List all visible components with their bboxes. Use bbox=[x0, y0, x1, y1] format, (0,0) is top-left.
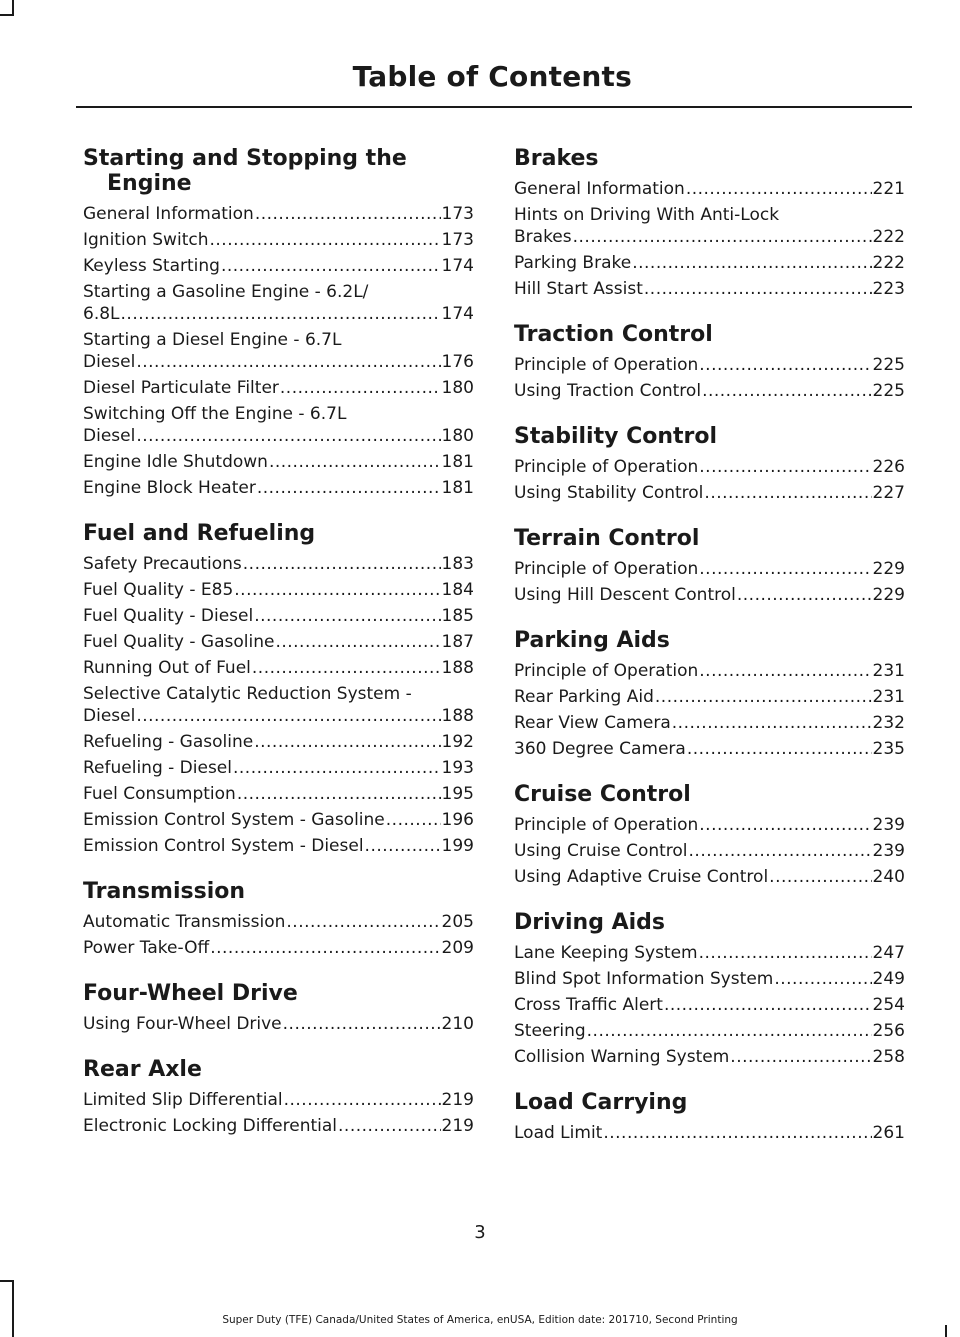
entry-page-number: 235 bbox=[872, 739, 905, 759]
entry-last-line bbox=[514, 942, 905, 964]
entry-label: Cross Traffic Alert bbox=[514, 995, 663, 1015]
entry-page-number: 226 bbox=[872, 457, 905, 477]
dot-leader bbox=[136, 425, 440, 447]
entry-label: Limited Slip Differential bbox=[83, 1090, 283, 1110]
entry-last-line bbox=[83, 377, 474, 399]
toc-section-rear-axle bbox=[83, 1057, 474, 1137]
entry-last-line bbox=[514, 686, 905, 708]
entry-page-number: 196 bbox=[441, 810, 474, 830]
dot-leader bbox=[257, 477, 441, 499]
dot-leader bbox=[573, 226, 872, 248]
dot-leader bbox=[237, 783, 441, 805]
section-heading bbox=[514, 322, 905, 347]
toc-entry[interactable] bbox=[514, 994, 905, 1016]
dot-leader bbox=[699, 942, 872, 964]
toc-section-transmission bbox=[83, 879, 474, 959]
entry-last-line bbox=[83, 835, 474, 857]
footer-edition-info: Super Duty (TFE) Canada/United States of America, enUSA, Edition date: 201710, Second Printing bbox=[222, 1314, 738, 1326]
entry-label: Engine Block Heater bbox=[83, 478, 256, 498]
entry-last-line bbox=[514, 252, 905, 274]
entry-label-line: Selective Catalytic Reduction System - bbox=[83, 684, 412, 704]
dot-leader bbox=[210, 937, 440, 959]
entry-last-line bbox=[514, 814, 905, 836]
entry-label: Diesel bbox=[83, 426, 136, 446]
entry-last-line bbox=[83, 303, 474, 325]
toc-entry[interactable] bbox=[83, 605, 474, 627]
dot-leader bbox=[699, 456, 871, 478]
entry-label: Lane Keeping System bbox=[514, 943, 698, 963]
entry-page-number: 229 bbox=[872, 559, 905, 579]
entry-label: Principle of Operation bbox=[514, 355, 699, 375]
toc-entry[interactable] bbox=[514, 738, 905, 760]
toc-entry[interactable] bbox=[83, 451, 474, 473]
entry-last-line bbox=[514, 712, 905, 734]
dot-leader bbox=[386, 809, 441, 831]
toc-section-fuel-and-refueling bbox=[83, 521, 474, 857]
page-title: Table of Contents bbox=[352, 60, 632, 93]
entry-last-line bbox=[514, 482, 905, 504]
entry-last-line bbox=[83, 937, 474, 959]
toc-entry[interactable] bbox=[514, 1020, 905, 1042]
entry-last-line bbox=[83, 657, 474, 679]
entry-last-line bbox=[83, 605, 474, 627]
entry-label: Automatic Transmission bbox=[83, 912, 286, 932]
toc-entry[interactable] bbox=[514, 252, 905, 274]
dot-leader bbox=[769, 866, 871, 888]
entry-label: Using Four-Wheel Drive bbox=[83, 1014, 282, 1034]
dot-leader bbox=[687, 738, 872, 760]
dot-leader bbox=[286, 911, 440, 933]
section-heading-text: Four-Wheel Drive bbox=[83, 981, 298, 1006]
entry-last-line bbox=[514, 584, 905, 606]
entry-label: Rear View Camera bbox=[514, 713, 671, 733]
entry-last-line bbox=[514, 456, 905, 478]
section-heading-text: Stability Control bbox=[514, 424, 718, 449]
entry-last-line bbox=[83, 1013, 474, 1035]
entry-label: Diesel bbox=[83, 352, 136, 372]
dot-leader bbox=[699, 814, 871, 836]
entry-page-number: 219 bbox=[441, 1090, 474, 1110]
entry-last-line bbox=[514, 226, 905, 248]
toc-entry[interactable] bbox=[514, 942, 905, 964]
entry-last-line bbox=[83, 553, 474, 575]
entry-page-number: 225 bbox=[872, 355, 905, 375]
toc-entry[interactable] bbox=[83, 377, 474, 399]
entry-page-number: 256 bbox=[872, 1021, 905, 1041]
entry-label: Collision Warning System bbox=[514, 1047, 730, 1067]
entry-label: Using Adaptive Cruise Control bbox=[514, 867, 769, 887]
entry-last-line bbox=[514, 178, 905, 200]
entry-label-line: Starting a Gasoline Engine - 6.2L/ bbox=[83, 282, 369, 302]
entry-label: Emission Control System - Gasoline bbox=[83, 810, 385, 830]
dot-leader bbox=[655, 686, 872, 708]
entry-label: Using Stability Control bbox=[514, 483, 704, 503]
toc-entry[interactable] bbox=[83, 329, 474, 373]
dot-leader bbox=[338, 1115, 441, 1137]
toc-entry[interactable] bbox=[83, 683, 474, 727]
toc-section-terrain-control bbox=[514, 526, 905, 606]
section-heading-text: Traction Control bbox=[514, 322, 713, 347]
entry-label: Hill Start Assist bbox=[514, 279, 643, 299]
dot-leader bbox=[644, 278, 872, 300]
dot-leader bbox=[252, 657, 441, 679]
entry-label: Using Traction Control bbox=[514, 381, 702, 401]
toc-entry[interactable] bbox=[514, 1122, 905, 1144]
entry-last-line bbox=[514, 840, 905, 862]
entry-label: Refueling - Gasoline bbox=[83, 732, 254, 752]
dot-leader bbox=[699, 660, 871, 682]
entry-label: Blind Spot Information System bbox=[514, 969, 774, 989]
entry-label: Using Hill Descent Control bbox=[514, 585, 736, 605]
entry-label: Refueling - Diesel bbox=[83, 758, 232, 778]
entry-page-number: 205 bbox=[441, 912, 474, 932]
entry-page-number: 247 bbox=[872, 943, 905, 963]
entry-last-line bbox=[83, 477, 474, 499]
entry-last-line bbox=[514, 1020, 905, 1042]
dot-leader bbox=[704, 482, 871, 504]
entry-label: Electronic Locking Differential bbox=[83, 1116, 338, 1136]
dot-leader bbox=[699, 558, 871, 580]
entry-label: Principle of Operation bbox=[514, 661, 699, 681]
toc-entry[interactable] bbox=[514, 380, 905, 402]
header-rule bbox=[76, 106, 912, 108]
dot-leader bbox=[284, 1089, 441, 1111]
toc-column-right bbox=[514, 146, 905, 1148]
entry-page-number: 229 bbox=[872, 585, 905, 605]
entry-last-line bbox=[83, 229, 474, 251]
toc-section-four-wheel-drive bbox=[83, 981, 474, 1035]
section-heading-text: Transmission bbox=[83, 879, 246, 904]
entry-last-line bbox=[514, 278, 905, 300]
dot-leader bbox=[234, 579, 440, 601]
entry-last-line bbox=[514, 866, 905, 888]
entry-label: Fuel Quality - Gasoline bbox=[83, 632, 275, 652]
entry-page-number: 254 bbox=[872, 995, 905, 1015]
entry-page-number: 209 bbox=[441, 938, 474, 958]
section-heading-text: Brakes bbox=[514, 146, 599, 171]
toc-section-starting-and-stopping-the-engine bbox=[83, 146, 474, 499]
entry-page-number: 176 bbox=[441, 352, 474, 372]
section-heading bbox=[514, 526, 905, 551]
toc-section-cruise-control bbox=[514, 782, 905, 888]
entry-last-line bbox=[83, 1089, 474, 1111]
toc-entry[interactable] bbox=[514, 686, 905, 708]
toc-entry[interactable] bbox=[83, 911, 474, 933]
entry-last-line bbox=[514, 558, 905, 580]
entry-label: Fuel Quality - E85 bbox=[83, 580, 234, 600]
entry-last-line bbox=[514, 994, 905, 1016]
toc-entry[interactable] bbox=[83, 757, 474, 779]
entry-label: Fuel Quality - Diesel bbox=[83, 606, 254, 626]
entry-last-line bbox=[83, 579, 474, 601]
toc-entry[interactable] bbox=[83, 1089, 474, 1111]
dot-leader bbox=[209, 229, 440, 251]
toc-section-brakes bbox=[514, 146, 905, 300]
entry-last-line bbox=[83, 631, 474, 653]
toc-entry[interactable] bbox=[514, 558, 905, 580]
toc-entry[interactable] bbox=[83, 835, 474, 857]
section-heading bbox=[83, 146, 474, 196]
dot-leader bbox=[689, 840, 872, 862]
entry-page-number: 240 bbox=[872, 867, 905, 887]
toc-entry[interactable] bbox=[514, 814, 905, 836]
toc-section-traction-control bbox=[514, 322, 905, 402]
dot-leader bbox=[280, 377, 441, 399]
entry-label-line: Starting a Diesel Engine - 6.7L bbox=[83, 330, 342, 350]
entry-label: Principle of Operation bbox=[514, 457, 699, 477]
dot-leader bbox=[136, 705, 440, 727]
entry-last-line bbox=[514, 1122, 905, 1144]
entry-last-line bbox=[83, 757, 474, 779]
entry-label: Running Out of Fuel bbox=[83, 658, 251, 678]
toc-entry[interactable] bbox=[83, 281, 474, 325]
entry-label: Diesel Particulate Filter bbox=[83, 378, 279, 398]
entry-page-number: 181 bbox=[441, 478, 474, 498]
toc-entry[interactable] bbox=[83, 657, 474, 679]
entry-page-number: 174 bbox=[441, 256, 474, 276]
dot-leader bbox=[365, 835, 441, 857]
entry-label: Power Take-Off bbox=[83, 938, 210, 958]
entry-page-number: 187 bbox=[441, 632, 474, 652]
entry-page-number: 173 bbox=[441, 204, 474, 224]
entry-page-number: 180 bbox=[441, 426, 474, 446]
entry-page-number: 192 bbox=[441, 732, 474, 752]
toc-entry[interactable] bbox=[83, 731, 474, 753]
toc-entry[interactable] bbox=[83, 783, 474, 805]
dot-leader bbox=[587, 1020, 872, 1042]
section-heading bbox=[514, 628, 905, 653]
entry-page-number: 195 bbox=[441, 784, 474, 804]
entry-label: Engine Idle Shutdown bbox=[83, 452, 268, 472]
dot-leader bbox=[664, 994, 872, 1016]
entry-page-number: 188 bbox=[441, 706, 474, 726]
entry-last-line bbox=[514, 380, 905, 402]
section-heading-text: Cruise Control bbox=[514, 782, 691, 807]
entry-last-line bbox=[83, 425, 474, 447]
entry-page-number: 183 bbox=[441, 554, 474, 574]
toc-entry[interactable] bbox=[83, 809, 474, 831]
section-heading-text: Rear Axle bbox=[83, 1057, 202, 1082]
entry-last-line bbox=[83, 731, 474, 753]
toc-entry[interactable] bbox=[514, 354, 905, 376]
toc-entry[interactable] bbox=[514, 584, 905, 606]
toc-entry[interactable] bbox=[83, 229, 474, 251]
entry-page-number: 231 bbox=[872, 661, 905, 681]
toc-entry[interactable] bbox=[514, 840, 905, 862]
crop-mark bbox=[945, 1325, 947, 1337]
toc-entry[interactable] bbox=[83, 403, 474, 447]
entry-page-number: 221 bbox=[872, 179, 905, 199]
entry-page-number: 193 bbox=[441, 758, 474, 778]
dot-leader bbox=[632, 252, 871, 274]
entry-page-number: 239 bbox=[872, 815, 905, 835]
toc-entry[interactable] bbox=[83, 631, 474, 653]
section-heading bbox=[514, 1090, 905, 1115]
toc-entry[interactable] bbox=[514, 456, 905, 478]
entry-page-number: 174 bbox=[441, 304, 474, 324]
toc-entry[interactable] bbox=[83, 553, 474, 575]
toc-entry[interactable] bbox=[514, 968, 905, 990]
entry-last-line bbox=[83, 911, 474, 933]
toc-entry[interactable] bbox=[514, 660, 905, 682]
toc-entry[interactable] bbox=[514, 866, 905, 888]
entry-last-line bbox=[83, 783, 474, 805]
entry-page-number: 184 bbox=[441, 580, 474, 600]
entry-label: General Information bbox=[514, 179, 685, 199]
entry-last-line bbox=[514, 738, 905, 760]
toc-entry[interactable] bbox=[514, 482, 905, 504]
entry-last-line bbox=[83, 451, 474, 473]
page-number: 3 bbox=[474, 1222, 486, 1243]
entry-page-number: 188 bbox=[441, 658, 474, 678]
entry-page-number: 199 bbox=[441, 836, 474, 856]
toc-entry[interactable] bbox=[83, 255, 474, 277]
entry-label: Diesel bbox=[83, 706, 136, 726]
entry-label: Steering bbox=[514, 1021, 586, 1041]
entry-last-line bbox=[83, 1115, 474, 1137]
entry-page-number: 173 bbox=[441, 230, 474, 250]
dot-leader bbox=[283, 1013, 441, 1035]
entry-last-line bbox=[83, 203, 474, 225]
dot-leader bbox=[254, 731, 440, 753]
entry-page-number: 231 bbox=[872, 687, 905, 707]
entry-last-line bbox=[514, 660, 905, 682]
crop-mark bbox=[12, 1280, 14, 1337]
dot-leader bbox=[699, 354, 871, 376]
entry-label: Load Limit bbox=[514, 1123, 603, 1143]
entry-last-line bbox=[514, 968, 905, 990]
entry-label-line: Switching Off the Engine - 6.7L bbox=[83, 404, 347, 424]
entry-page-number: 258 bbox=[872, 1047, 905, 1067]
entry-last-line bbox=[83, 809, 474, 831]
dot-leader bbox=[136, 351, 440, 373]
dot-leader bbox=[672, 712, 872, 734]
entry-label: Principle of Operation bbox=[514, 559, 699, 579]
toc-section-load-carrying bbox=[514, 1090, 905, 1144]
dot-leader bbox=[121, 303, 441, 325]
entry-last-line bbox=[83, 351, 474, 373]
toc-entry[interactable] bbox=[83, 937, 474, 959]
entry-last-line bbox=[83, 705, 474, 727]
dot-leader bbox=[603, 1122, 871, 1144]
entry-label: Ignition Switch bbox=[83, 230, 209, 250]
toc-section-parking-aids bbox=[514, 628, 905, 760]
entry-page-number: 261 bbox=[872, 1123, 905, 1143]
section-heading bbox=[83, 981, 474, 1006]
dot-leader bbox=[255, 203, 441, 225]
entry-label: 6.8L bbox=[83, 304, 120, 324]
dot-leader bbox=[737, 584, 872, 606]
entry-page-number: 227 bbox=[872, 483, 905, 503]
entry-label: Keyless Starting bbox=[83, 256, 220, 276]
toc-entry[interactable] bbox=[514, 204, 905, 248]
toc-entry[interactable] bbox=[83, 477, 474, 499]
toc-section-stability-control bbox=[514, 424, 905, 504]
entry-label-line: Hints on Driving With Anti-Lock bbox=[514, 205, 780, 225]
dot-leader bbox=[269, 451, 441, 473]
section-heading bbox=[514, 910, 905, 935]
dot-leader bbox=[254, 605, 440, 627]
toc-entry[interactable] bbox=[83, 1013, 474, 1035]
entry-page-number: 222 bbox=[872, 227, 905, 247]
section-heading-text: Engine bbox=[107, 171, 192, 196]
entry-label: Parking Brake bbox=[514, 253, 632, 273]
entry-page-number: 219 bbox=[441, 1116, 474, 1136]
entry-page-number: 239 bbox=[872, 841, 905, 861]
entry-last-line bbox=[83, 255, 474, 277]
section-heading bbox=[514, 146, 905, 171]
toc-entry[interactable] bbox=[83, 203, 474, 225]
entry-last-line bbox=[514, 1046, 905, 1068]
dot-leader bbox=[233, 757, 441, 779]
entry-label: Principle of Operation bbox=[514, 815, 699, 835]
entry-last-line bbox=[514, 354, 905, 376]
section-heading-text: Parking Aids bbox=[514, 628, 670, 653]
entry-page-number: 222 bbox=[872, 253, 905, 273]
entry-page-number: 249 bbox=[872, 969, 905, 989]
entry-label: Fuel Consumption bbox=[83, 784, 236, 804]
section-heading-text: Driving Aids bbox=[514, 910, 666, 935]
entry-page-number: 185 bbox=[441, 606, 474, 626]
toc-section-driving-aids bbox=[514, 910, 905, 1068]
entry-label: Brakes bbox=[514, 227, 572, 247]
dot-leader bbox=[686, 178, 872, 200]
entry-label: Using Cruise Control bbox=[514, 841, 688, 861]
entry-label: Safety Precautions bbox=[83, 554, 242, 574]
section-heading bbox=[514, 424, 905, 449]
toc-entry[interactable] bbox=[83, 1115, 474, 1137]
entry-page-number: 181 bbox=[441, 452, 474, 472]
section-heading-text: Starting and Stopping the bbox=[83, 146, 407, 171]
dot-leader bbox=[730, 1046, 871, 1068]
dot-leader bbox=[702, 380, 871, 402]
entry-page-number: 210 bbox=[441, 1014, 474, 1034]
toc-column-left bbox=[83, 146, 474, 1141]
toc-entry[interactable] bbox=[83, 579, 474, 601]
dot-leader bbox=[774, 968, 871, 990]
dot-leader bbox=[243, 553, 441, 575]
section-heading bbox=[83, 1057, 474, 1082]
section-heading-text: Load Carrying bbox=[514, 1090, 688, 1115]
crop-mark bbox=[0, 1280, 14, 1282]
entry-page-number: 225 bbox=[872, 381, 905, 401]
entry-label: General Information bbox=[83, 204, 254, 224]
entry-label: 360 Degree Camera bbox=[514, 739, 686, 759]
crop-mark bbox=[0, 14, 14, 16]
dot-leader bbox=[221, 255, 441, 277]
entry-page-number: 232 bbox=[872, 713, 905, 733]
section-heading-text: Terrain Control bbox=[514, 526, 700, 551]
entry-label: Emission Control System - Diesel bbox=[83, 836, 364, 856]
section-heading bbox=[83, 879, 474, 904]
section-heading-text: Fuel and Refueling bbox=[83, 521, 316, 546]
toc-entry[interactable] bbox=[514, 178, 905, 200]
entry-label: Rear Parking Aid bbox=[514, 687, 654, 707]
entry-page-number: 180 bbox=[441, 378, 474, 398]
toc-entry[interactable] bbox=[514, 1046, 905, 1068]
toc-entry[interactable] bbox=[514, 712, 905, 734]
toc-entry[interactable] bbox=[514, 278, 905, 300]
section-heading bbox=[83, 521, 474, 546]
entry-page-number: 223 bbox=[872, 279, 905, 299]
dot-leader bbox=[275, 631, 440, 653]
section-heading bbox=[514, 782, 905, 807]
